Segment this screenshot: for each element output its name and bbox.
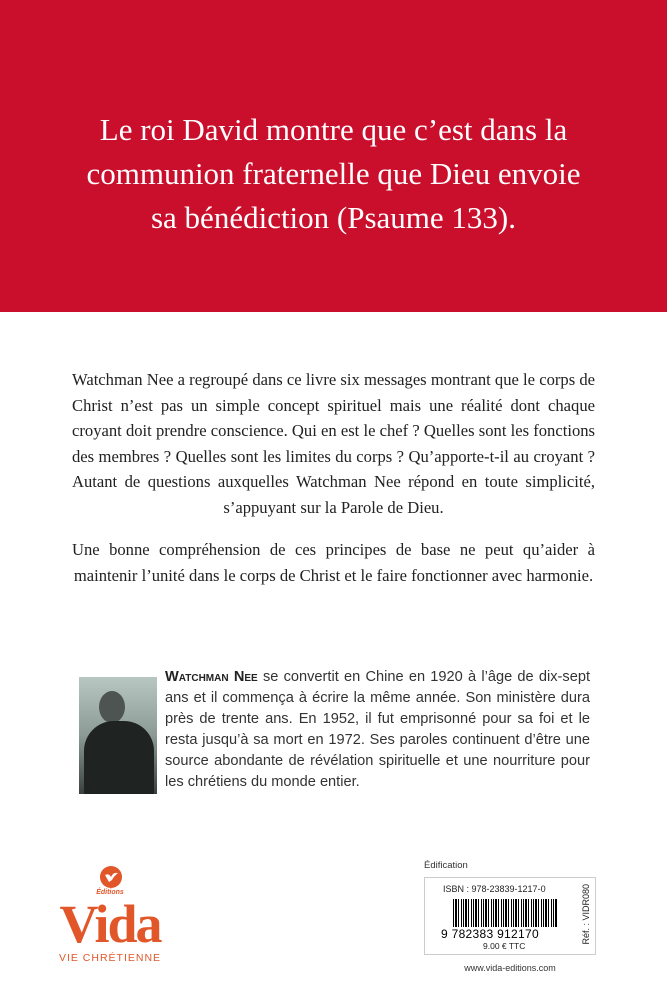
red-header-band [0,0,667,312]
logo-wordmark: Vida [59,894,161,954]
barcode-icon [453,899,558,927]
author-bio [165,667,590,793]
reference: Réf. : VIDR080 [581,884,591,945]
author-photo [79,677,157,794]
barcode-digits: 9 782383 912170 [441,927,539,941]
quote-line: Le roi David montre que c’est dans la [99,112,568,147]
bird-icon [100,866,122,888]
logo-editions: Éditions [96,889,124,896]
category-label: Édification [424,860,468,871]
author-name: Watchman Nee [165,669,258,685]
description-paragraph-2: Une bonne compréhension de ces principes de base ne peut qu’aider à maintenir l’unité dans le corps de Christ et le faire fonctionner avec harmonie. [72,540,595,585]
logo-tagline: VIE CHRÉTIENNE [58,952,162,964]
publisher-url: www.vida-editions.com [464,963,556,973]
tagline-quote [40,108,627,240]
publisher-logo [40,866,180,966]
barcode-box [424,877,596,955]
quote-line: sa bénédiction (Psaume 133). [150,200,517,235]
description-paragraph-1: Watchman Nee a regroupé dans ce livre six messages montrant que le corps de Christ n’est pas un simple concept spirituel mais une réalité dont chaque croyant doit prendre conscience. Qui en est le chef ? Quelles sont les fonctions des membres ? Quelles sont les limites du corps ? Qu’apporte-t-il au croyant ? Autant de questions auxquelles Watchman Nee répond en toute simplicité, s’appuyant sur la Parole de Dieu. [72,370,595,517]
quote-line: communion fraternelle que Dieu envoie [86,156,581,191]
price: 9.00 € TTC [483,941,526,951]
author-bio-text: se convertit en Chine en 1920 à l’âge de dix-sept ans et il commença à écrire la même année. Son ministère dura près de trente ans. En 1952, il fut emprisonné pour sa foi et le resta jusqu’à sa mort en 1972. Ses paroles continuent d’être une source abondante de révélation spirituelle et une nourriture pour les chrétiens du monde entier. [165,669,590,790]
isbn: ISBN : 978-23839-1217-0 [443,884,546,894]
